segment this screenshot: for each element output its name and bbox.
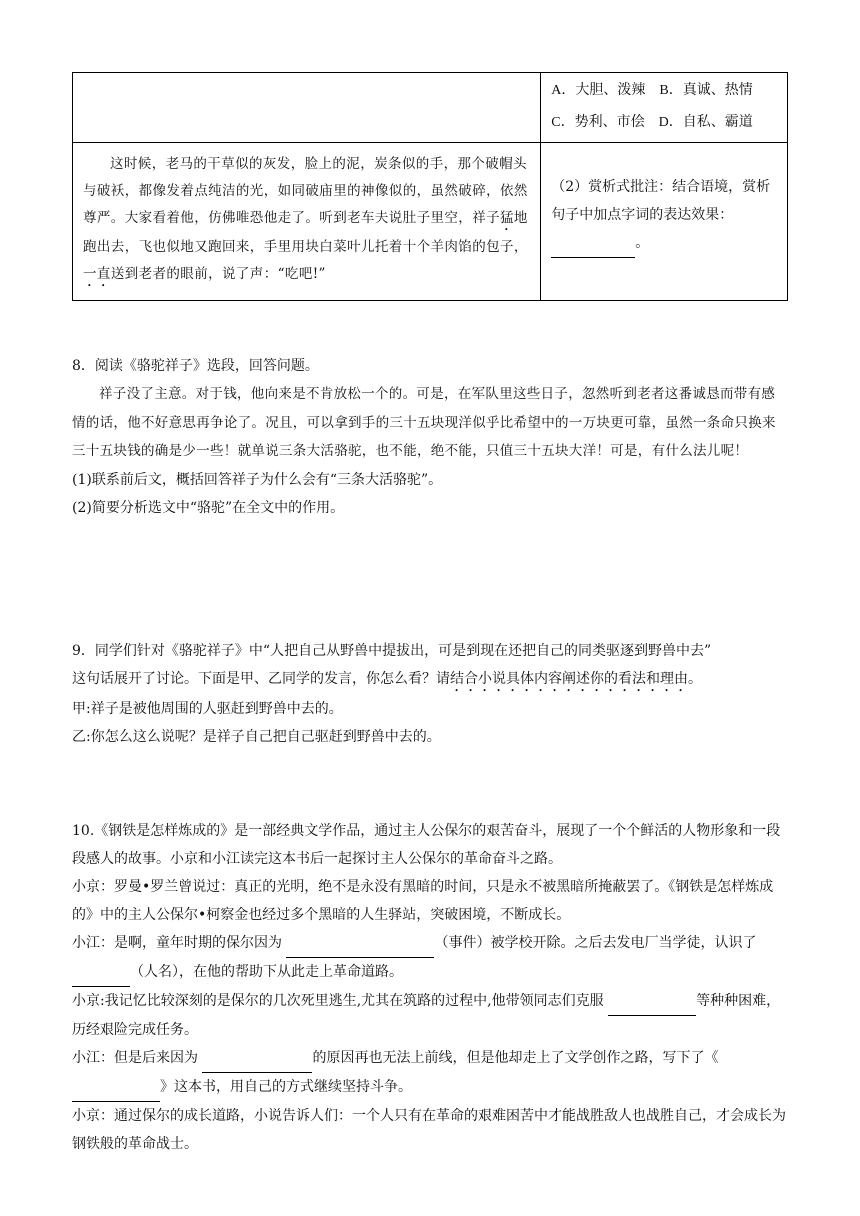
novel-passage — [83, 151, 530, 290]
options-line — [551, 77, 787, 105]
answer-blank-event[interactable] — [286, 929, 434, 958]
answer-blank-difficulty[interactable] — [608, 987, 696, 1016]
question-8 — [72, 352, 788, 522]
dialogue-xiaojing: 小京：通过保尔的成长道路，小说告诉人们：一个人只有在革命的艰难困苦中才能战胜敌人也战胜自己，才会成长为钢铁般的革命战士。 — [72, 1108, 786, 1152]
table-cell-empty — [73, 73, 541, 143]
question-text-part: 。 — [688, 671, 702, 687]
option-b: B．真诚、热情 — [659, 83, 753, 98]
question-intro: 10.《钢铁是怎样炼成的》是一部经典文学作品，通过主人公保尔的艰苦奋斗，展现了一个个鲜活的人物形象和一段段感人的故事。小京和小江读完这本书后一起探讨主人公保尔的革命奋斗之路。 — [72, 823, 781, 867]
answer-blank-name[interactable] — [72, 958, 130, 987]
dialogue-text: 的原因再也无法上前线，但是他却走上了文学创作之路，写下了《 — [312, 1050, 719, 1066]
option-d: D．自私、霸道 — [658, 115, 753, 130]
table-row — [73, 73, 788, 143]
student-yi-statement: 乙:你怎么这么说呢？是祥子自己把自己驱赶到野兽中去的。 — [72, 729, 441, 745]
option-c: C．势利、市侩 — [551, 115, 645, 130]
passage-cell — [73, 143, 541, 301]
dialogue-text: （人名），在他的帮助下从此走上革命道路。 — [130, 964, 403, 980]
annotation-text: （2）赏析式批注：结合语境，赏析句子中加点字词的表达效果： — [551, 179, 771, 223]
annotation-prompt — [551, 173, 779, 258]
dialogue-xiaojiang — [72, 929, 788, 987]
dialogue-text: 》这本书，用自己的方式继续坚持斗争。 — [160, 1079, 412, 1095]
sub-question: (1)联系前后文，概括回答祥子为什么会有“三条大活骆驼”。 — [72, 471, 443, 488]
question-text-part: 这句话展开了讨论。下面是甲、乙同学的发言，你怎么看？请 — [72, 671, 450, 687]
question-9 — [72, 637, 788, 751]
dialogue-text: 小江：但是后来因为 — [72, 1050, 203, 1066]
question-text: 9．同学们针对《骆驼祥子》中“人把自己从野兽中提拔出，可是到现在还把自己的同类驱逐到野兽中去” — [72, 643, 712, 659]
student-jia-statement: 甲:祥子是被他周围的人驱赶到野兽中去的。 — [72, 701, 343, 717]
dialogue-text: （事件）被学校开除。之后去发电厂当学徒，认识了 — [434, 935, 757, 951]
annotation-end: 。 — [635, 235, 650, 251]
dialogue-xiaojing — [72, 987, 788, 1044]
question-text — [72, 665, 788, 695]
dialogue-text: 小江：是啊，童年时期的保尔因为 — [72, 935, 287, 951]
option-a: A．大胆、泼辣 — [551, 83, 646, 98]
dialogue-xiaojing: 小京：罗曼•罗兰曾说过：真正的光明，绝不是永没有黑暗的时间，只是永不被黑暗所掩蔽罢了。《钢铁是怎样炼成的》中的主人公保尔•柯察金也经过多个黑暗的人生驿站，突破困境，不断成长。 — [72, 879, 774, 923]
sub-question: (2)简要分析选文中“骆驼”在全文中的作用。 — [72, 499, 345, 516]
dialogue-xiaojiang — [72, 1044, 788, 1102]
question-title: 8．阅读《骆驼祥子》选段，回答问题。 — [72, 358, 319, 374]
table-row — [73, 143, 788, 301]
novel-excerpt: 祥子没了主意。对于钱，他向来是不肯放松一个的。可是，在军队里这些日子，忽然听到老者这番诚恳而带有感情的话，他不好意思再争论了。况且，可以拿到手的三十五块现洋似乎比希望中的一万块更可靠，虽然一条命只换来三十五块钱的确是少一些！就单说三条大活骆驼，也不能，绝不能，只值三十五块大洋！可是，有什么法儿呢！ — [72, 386, 776, 459]
options-line — [551, 109, 787, 137]
passage-text: 这时候，老马的干草似的灰发，脸上的泥，炭条似的手，那个破帽头与破袄，都像发着点纯洁的光，如同破庙里的神像似的，虽然破碎，依然尊严。大家看着他，仿佛唯恐他走了。听到老车夫说肚子里空，祥子 — [83, 156, 528, 226]
dotted-requirement: 结合小说具体内容阐述你的看法和理由 — [450, 671, 688, 687]
dotted-word: 猛 — [500, 210, 514, 226]
answer-blank-book[interactable] — [72, 1073, 160, 1102]
question-10 — [72, 817, 788, 1158]
passage-text: 地跑出去，飞也似地又跑回来，手里用块白菜叶儿托着十个羊肉馅的包子， — [83, 210, 528, 255]
answer-blank-reason[interactable] — [202, 1044, 312, 1073]
options-cell — [541, 73, 788, 143]
annotation-table — [72, 72, 788, 301]
passage-text: 送到老者的眼前，说了声：“吃吧!” — [110, 266, 326, 282]
dialogue-text: 小京:我记忆比较深刻的是保尔的几次死里逃生,尤其在筑路的过程中,他带领同志们克服 — [72, 993, 609, 1009]
answer-blank[interactable] — [551, 229, 635, 258]
dotted-word: 一直 — [83, 266, 111, 282]
dialogue-text: 等种种困难，历经艰险完成任务。 — [72, 993, 781, 1038]
annotation-cell — [541, 143, 788, 301]
